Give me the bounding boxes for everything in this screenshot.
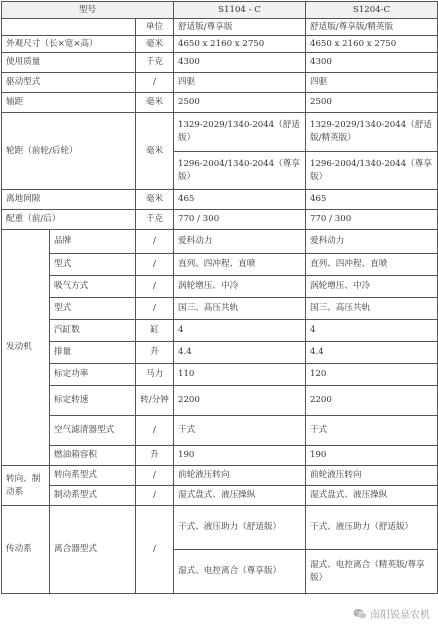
value-s1204: 4650 x 2160 x 2750 [306, 36, 438, 53]
unit-cell: / [136, 73, 174, 93]
unit-cell: 升 [136, 446, 174, 466]
unit-cell: 毫米 [136, 113, 174, 190]
row-label: 转向系型式 [50, 466, 136, 486]
spec-table [1, 1, 438, 594]
value-s1204: 1296-2004/1340-2044（尊享版） [306, 152, 438, 190]
row-engine-speed [2, 386, 438, 416]
header-s1204: S1204-C [306, 2, 438, 19]
row-engine-cyl [2, 320, 438, 342]
row-label: 外观尺寸（长×宽×高） [2, 36, 136, 53]
value-s1204: 120 [306, 364, 438, 386]
row-label: 离合器型式 [50, 506, 136, 594]
value-s1204: 爱科动力 [306, 230, 438, 254]
value-s1204: 湿式盘式、液压操纵 [306, 486, 438, 506]
value-s1104: 舒适版/尊享版 [174, 19, 306, 36]
watermark-text: 南阳锐泉农机 [370, 610, 430, 621]
value-s1104: 1329-2029/1340-2044（舒适版） [174, 113, 306, 152]
unit-cell: / [136, 466, 174, 486]
value-s1104: 4650 x 2160 x 2750 [174, 36, 306, 53]
value-s1104: 465 [174, 190, 306, 210]
value-s1104: 干式 [174, 416, 306, 446]
row-clutch-1 [2, 506, 438, 550]
value-s1104: 4.4 [174, 342, 306, 364]
value-s1204: 四驱 [306, 73, 438, 93]
unit-cell: / [136, 506, 174, 594]
row-label: 型式 [50, 254, 136, 276]
row-engine-intake [2, 276, 438, 298]
wechat-icon [353, 608, 367, 620]
unit-cell: / [136, 276, 174, 298]
group-label-steer: 转向、制动系 [2, 466, 50, 506]
value-s1204: 1329-2029/1340-2044（舒适版/精英版） [306, 113, 438, 152]
value-s1104: 直列、四冲程、直喷 [174, 254, 306, 276]
row-engine-brand [2, 230, 438, 254]
row-steering [2, 466, 438, 486]
row-engine-power [2, 364, 438, 386]
value-s1204: 干式、液压助力（舒适版） [306, 506, 438, 550]
value-s1204: 770 / 300 [306, 210, 438, 230]
unit-cell: 马力 [136, 364, 174, 386]
value-s1104: 爱科动力 [174, 230, 306, 254]
value-s1104: 国三、高压共轨 [174, 298, 306, 320]
row-track-1 [2, 113, 438, 152]
value-s1104: 干式、液压助力（舒适版） [174, 506, 306, 550]
row-dims [2, 36, 438, 53]
row-label: 轮距（前轮/后轮） [2, 113, 136, 190]
value-s1104: 湿式、电控离合（尊享版） [174, 550, 306, 594]
row-label: 标定功率 [50, 364, 136, 386]
value-s1204: 国三、高压共轨 [306, 298, 438, 320]
value-s1204: 前轮液压转向 [306, 466, 438, 486]
value-s1204: 直列、四冲程、直喷 [306, 254, 438, 276]
group-label-trans: 传动系 [2, 506, 50, 594]
value-s1104: 4300 [174, 53, 306, 73]
value-s1104: 2500 [174, 93, 306, 113]
value-s1204: 2200 [306, 386, 438, 416]
value-s1104: 四驱 [174, 73, 306, 93]
unit-cell: / [136, 298, 174, 320]
unit-cell: 千克 [136, 53, 174, 73]
row-brake [2, 486, 438, 506]
row-engine-tank [2, 446, 438, 466]
value-s1204: 4300 [306, 53, 438, 73]
row-engine-type2 [2, 298, 438, 320]
row-weight [2, 210, 438, 230]
unit-cell: / [136, 416, 174, 446]
value-s1204: 涡轮增压、中冷 [306, 276, 438, 298]
row-clearance [2, 190, 438, 210]
unit-cell: 毫米 [136, 93, 174, 113]
value-s1104: 涡轮增压、中冷 [174, 276, 306, 298]
row-label: 使用质量 [2, 53, 136, 73]
row-engine-type [2, 254, 438, 276]
unit-cell: / [136, 486, 174, 506]
header-model: 型号 [2, 2, 174, 19]
unit-cell: / [136, 254, 174, 276]
group-label-engine: 发动机 [2, 230, 50, 466]
unit-cell: 缸 [136, 320, 174, 342]
row-mass [2, 53, 438, 73]
value-s1204: 4 [306, 320, 438, 342]
unit-cell: 转/分钟 [136, 386, 174, 416]
row-label: 制动系型式 [50, 486, 136, 506]
row-label: 标定转速 [50, 386, 136, 416]
row-label: 吸气方式 [50, 276, 136, 298]
row-label: 燃油箱容积 [50, 446, 136, 466]
row-label: 型式 [50, 298, 136, 320]
value-s1204: 干式 [306, 416, 438, 446]
header-s1104: S1104 - C [174, 2, 306, 19]
row-label: 品牌 [50, 230, 136, 254]
value-s1104: 770 / 300 [174, 210, 306, 230]
value-s1104: 前轮液压转向 [174, 466, 306, 486]
value-s1204: 465 [306, 190, 438, 210]
value-s1104: 4 [174, 320, 306, 342]
value-s1204: 舒适版/尊享版/精英版 [306, 19, 438, 36]
row-label: 汽缸数 [50, 320, 136, 342]
value-s1104: 2200 [174, 386, 306, 416]
row-drive [2, 73, 438, 93]
unit-cell: 千克 [136, 210, 174, 230]
row-label: 离地间隙 [2, 190, 136, 210]
value-s1204: 190 [306, 446, 438, 466]
value-s1204: 2500 [306, 93, 438, 113]
value-s1204: 4.4 [306, 342, 438, 364]
value-s1104: 110 [174, 364, 306, 386]
header-row [2, 2, 438, 19]
row-wheelbase [2, 93, 438, 113]
value-s1204: 湿式、电控离合（精英版/尊享版） [306, 550, 438, 594]
watermark [353, 606, 430, 621]
row-engine-disp [2, 342, 438, 364]
unit-cell: 毫米 [136, 36, 174, 53]
row-label: 驱动型式 [2, 73, 136, 93]
row-label: 排量 [50, 342, 136, 364]
unit-cell: 毫米 [136, 190, 174, 210]
unit-cell: 单位 [136, 19, 174, 36]
row-label: 配重（前/后） [2, 210, 136, 230]
row-version [2, 19, 438, 36]
value-s1104: 湿式盘式、液压操纵 [174, 486, 306, 506]
unit-cell: / [136, 230, 174, 254]
row-label: 空气滤清器型式 [50, 416, 136, 446]
row-label: 轴距 [2, 93, 136, 113]
value-s1104: 1296-2004/1340-2044（尊享版） [174, 152, 306, 190]
value-s1104: 190 [174, 446, 306, 466]
unit-cell: 升 [136, 342, 174, 364]
row-engine-filter [2, 416, 438, 446]
